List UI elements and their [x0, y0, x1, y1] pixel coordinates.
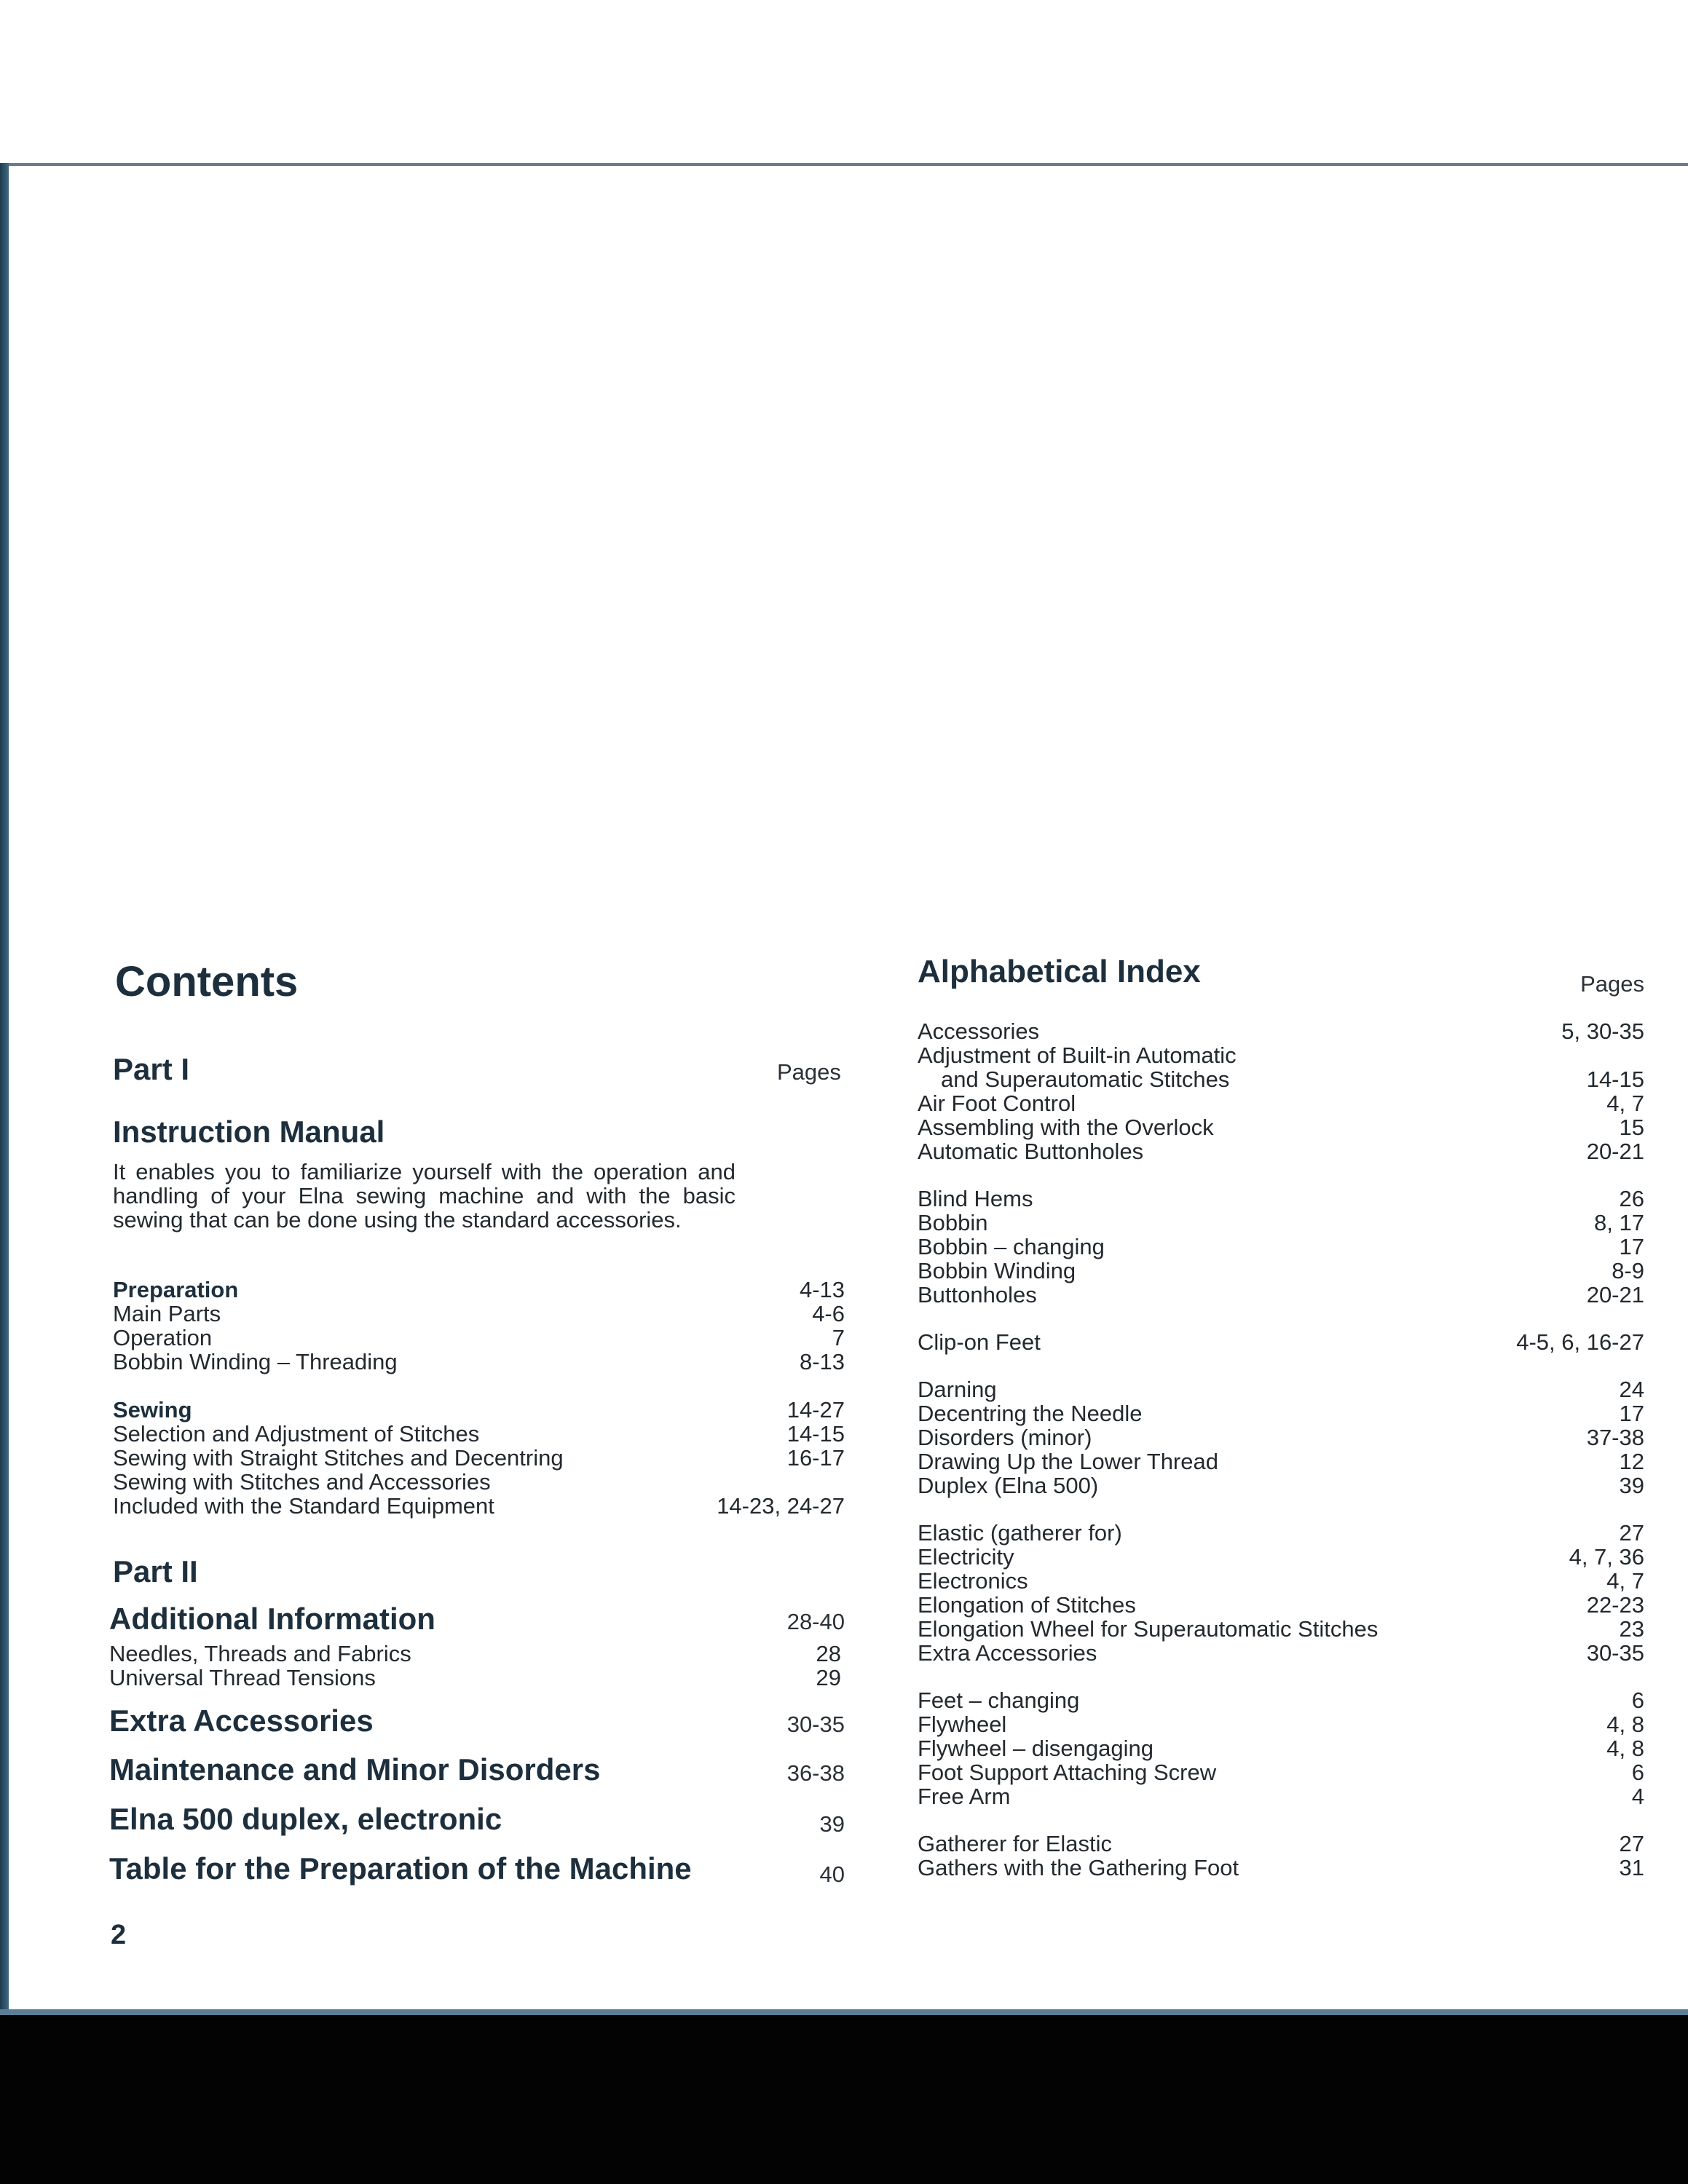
extra-accessories-pages: 30-35	[786, 1712, 845, 1737]
toc-row[interactable]	[109, 1666, 841, 1690]
index-pages: 15	[1619, 1115, 1644, 1140]
toc-row[interactable]	[113, 1446, 845, 1470]
toc-row[interactable]	[109, 1642, 841, 1666]
index-pages: 4	[1631, 1784, 1644, 1809]
sewing-pages: 14-27	[786, 1397, 845, 1423]
index-entry[interactable]	[918, 1211, 1644, 1235]
index-group-a	[918, 1019, 1644, 1163]
toc-row[interactable]	[113, 1350, 845, 1374]
toc-label: Main Parts	[113, 1301, 221, 1326]
index-entry[interactable]	[918, 1425, 1644, 1449]
index-pages: 4, 7	[1606, 1568, 1644, 1594]
index-group-d	[918, 1377, 1644, 1497]
elna-500-title[interactable]: Elna 500 duplex, electronic	[109, 1802, 502, 1836]
index-label: Clip-on Feet	[918, 1329, 1041, 1355]
index-entry[interactable]	[918, 1377, 1644, 1401]
toc-pages: 16-17	[786, 1445, 845, 1471]
index-entry[interactable]	[918, 1259, 1644, 1283]
index-entry[interactable]	[918, 1832, 1644, 1856]
index-entry[interactable]	[918, 1283, 1644, 1307]
index-pages: 26	[1619, 1186, 1644, 1211]
index-label: Elongation Wheel for Superautomatic Stitches	[918, 1616, 1379, 1642]
part-2-label: Part II	[113, 1554, 198, 1588]
index-entry[interactable]	[918, 1330, 1644, 1354]
index-pages: 6	[1631, 1760, 1644, 1785]
toc-pages: 14-23, 24-27	[717, 1493, 845, 1519]
index-pages: 4, 7	[1606, 1091, 1644, 1116]
index-entry[interactable]	[918, 1736, 1644, 1760]
index-entry[interactable]	[918, 1401, 1644, 1425]
toc-pages: 4-6	[812, 1301, 845, 1326]
index-entry[interactable]	[918, 1019, 1644, 1043]
index-label: Feet – changing	[918, 1688, 1080, 1713]
index-pages: 4, 8	[1606, 1712, 1644, 1737]
index-pages: 4, 8	[1606, 1736, 1644, 1761]
contents-pages-header: Pages	[777, 1059, 841, 1085]
index-entry[interactable]	[918, 1139, 1644, 1163]
toc-pages: 7	[832, 1325, 845, 1350]
contents-title: Contents	[115, 958, 299, 1005]
index-label: Free Arm	[918, 1784, 1011, 1809]
toc-row[interactable]	[113, 1326, 845, 1350]
index-label: Gathers with the Gathering Foot	[918, 1855, 1239, 1880]
index-entry[interactable]	[918, 1617, 1644, 1641]
index-label: Air Foot Control	[918, 1091, 1076, 1116]
index-pages: 6	[1631, 1688, 1644, 1713]
index-pages: 27	[1619, 1831, 1644, 1856]
maintenance-title[interactable]: Maintenance and Minor Disorders	[109, 1752, 601, 1787]
preparation-pages: 4-13	[799, 1277, 845, 1302]
index-label: Bobbin	[918, 1210, 988, 1235]
index-pages: 27	[1619, 1520, 1644, 1546]
index-pages: 14-15	[1586, 1067, 1644, 1092]
index-label: Foot Support Attaching Screw	[918, 1760, 1217, 1785]
index-pages: 5, 30-35	[1561, 1018, 1644, 1044]
index-label: Disorders (minor)	[918, 1425, 1092, 1450]
index-pages: 20-21	[1586, 1282, 1644, 1307]
toc-pages: 29	[816, 1665, 841, 1690]
toc-row[interactable]	[113, 1422, 845, 1446]
index-entry[interactable]	[918, 1569, 1644, 1593]
instruction-manual-title: Instruction Manual	[113, 1115, 385, 1149]
index-entry[interactable]	[918, 1521, 1644, 1545]
sewing-heading-row[interactable]	[113, 1398, 845, 1422]
index-label: Accessories	[918, 1018, 1040, 1044]
toc-label: Sewing with Stitches and Accessories	[113, 1469, 491, 1495]
index-label: Automatic Buttonholes	[918, 1139, 1144, 1164]
index-entry[interactable]	[918, 1067, 1644, 1091]
preparation-group	[113, 1278, 845, 1374]
page-binding-edge	[0, 163, 9, 2018]
scan-bottom-band	[0, 2015, 1688, 2184]
additional-information-pages: 28-40	[786, 1609, 845, 1634]
maintenance-pages: 36-38	[786, 1760, 845, 1786]
toc-label: Bobbin Winding – Threading	[113, 1349, 398, 1374]
toc-pages: 28	[816, 1641, 841, 1666]
index-column	[912, 954, 1644, 1900]
index-label: Elastic (gatherer for)	[918, 1520, 1122, 1546]
index-entry[interactable]	[918, 1473, 1644, 1497]
toc-pages: 8-13	[799, 1349, 845, 1374]
toc-pages: 14-15	[786, 1421, 845, 1447]
index-pages: 23	[1619, 1616, 1644, 1642]
table-preparation-title[interactable]: Table for the Preparation of the Machine	[109, 1851, 692, 1886]
index-label: Gatherer for Elastic	[918, 1831, 1113, 1856]
toc-label: Operation	[113, 1325, 213, 1350]
toc-row[interactable]	[113, 1494, 845, 1518]
index-pages: 4, 7, 36	[1569, 1544, 1644, 1570]
index-label: Bobbin – changing	[918, 1234, 1105, 1259]
index-pages: 4-5, 6, 16-27	[1516, 1329, 1644, 1355]
toc-label: Sewing with Straight Stitches and Decentring	[113, 1445, 564, 1471]
index-label: Electronics	[918, 1568, 1028, 1594]
index-pages: 8-9	[1612, 1258, 1644, 1283]
instruction-manual-intro: It enables you to familiarize yourself with the operation and handling of your Elna sewing machine and with the basic sewing that can be done using the standard accessories.	[113, 1159, 735, 1233]
sewing-group	[113, 1398, 845, 1518]
sewing-heading: Sewing	[113, 1397, 192, 1423]
index-pages: 30-35	[1586, 1640, 1644, 1666]
page-number: 2	[111, 1920, 127, 1950]
additional-information-title[interactable]: Additional Information	[109, 1602, 435, 1636]
index-entry[interactable]	[918, 1593, 1644, 1617]
index-label: Extra Accessories	[918, 1640, 1097, 1666]
index-group-g	[918, 1832, 1644, 1880]
index-pages: 12	[1619, 1449, 1644, 1474]
extra-accessories-title[interactable]: Extra Accessories	[109, 1704, 374, 1738]
index-entry[interactable]	[918, 1449, 1644, 1473]
index-label: Buttonholes	[918, 1282, 1037, 1307]
index-label: Flywheel	[918, 1712, 1007, 1737]
index-pages: 24	[1619, 1377, 1644, 1402]
index-label: Blind Hems	[918, 1186, 1033, 1211]
index-entry[interactable]	[918, 1043, 1644, 1067]
toc-label: Universal Thread Tensions	[109, 1665, 376, 1690]
toc-label: Needles, Threads and Fabrics	[109, 1641, 411, 1666]
index-pages: 22-23	[1586, 1592, 1644, 1618]
index-pages: 17	[1619, 1234, 1644, 1259]
bottom-rule	[0, 2009, 1688, 2015]
index-label: Elongation of Stitches	[918, 1592, 1136, 1618]
top-rule	[0, 163, 1688, 166]
index-label: Decentring the Needle	[918, 1401, 1143, 1426]
index-label: Assembling with the Overlock	[918, 1115, 1214, 1140]
index-entry[interactable]	[918, 1688, 1644, 1712]
index-entry[interactable]	[918, 1235, 1644, 1259]
index-group-e	[918, 1521, 1644, 1665]
toc-row[interactable]	[113, 1470, 845, 1494]
index-pages: 39	[1619, 1473, 1644, 1498]
table-preparation-pages: 40	[819, 1861, 845, 1887]
additional-items	[109, 1642, 841, 1690]
index-pages: 37-38	[1586, 1425, 1644, 1450]
index-group-c	[918, 1330, 1644, 1354]
index-entry[interactable]	[918, 1115, 1644, 1139]
index-entry[interactable]	[918, 1091, 1644, 1115]
index-entry[interactable]	[918, 1545, 1644, 1569]
index-label: Drawing Up the Lower Thread	[918, 1449, 1218, 1474]
index-entry[interactable]	[918, 1856, 1644, 1880]
index-label: Adjustment of Built-in Automatic	[918, 1042, 1237, 1068]
index-label: Duplex (Elna 500)	[918, 1473, 1099, 1498]
index-entry[interactable]	[918, 1784, 1644, 1808]
index-group-f	[918, 1688, 1644, 1808]
index-list	[918, 1019, 1644, 1903]
preparation-heading: Preparation	[113, 1277, 239, 1302]
index-pages: 8, 17	[1594, 1210, 1644, 1235]
index-label: Flywheel – disengaging	[918, 1736, 1153, 1761]
toc-label: Selection and Adjustment of Stitches	[113, 1421, 480, 1447]
toc-label: Included with the Standard Equipment	[113, 1493, 494, 1519]
index-title: Alphabetical Index	[918, 954, 1201, 989]
part-1-label: Part I	[113, 1052, 190, 1086]
preparation-heading-row[interactable]	[113, 1278, 845, 1302]
index-group-b	[918, 1187, 1644, 1307]
index-entry[interactable]	[918, 1187, 1644, 1211]
index-pages-header: Pages	[1580, 971, 1644, 997]
index-pages: 31	[1619, 1855, 1644, 1880]
index-label: Darning	[918, 1377, 997, 1402]
index-entry[interactable]	[918, 1760, 1644, 1784]
index-entry[interactable]	[918, 1641, 1644, 1665]
index-label: Electricity	[918, 1544, 1014, 1570]
index-label: and Superautomatic Stitches	[941, 1067, 1230, 1092]
contents-column	[109, 943, 845, 1947]
index-pages: 20-21	[1586, 1139, 1644, 1164]
index-label: Bobbin Winding	[918, 1258, 1076, 1283]
index-pages: 17	[1619, 1401, 1644, 1426]
index-entry[interactable]	[918, 1712, 1644, 1736]
elna-500-pages: 39	[819, 1811, 845, 1837]
toc-row[interactable]	[113, 1302, 845, 1326]
